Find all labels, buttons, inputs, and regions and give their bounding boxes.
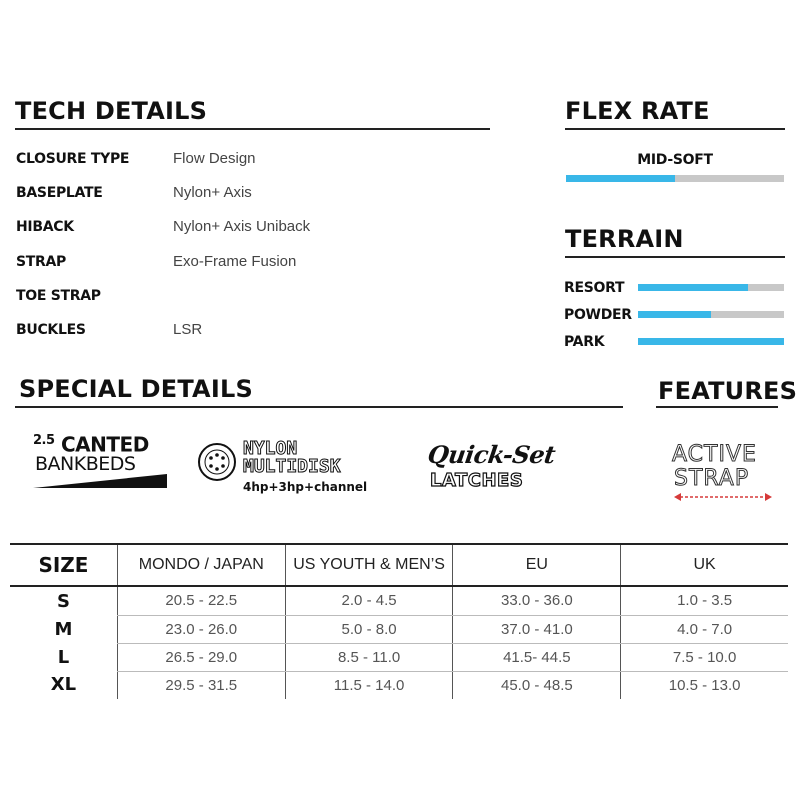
- flex-rate-bar-fill: [566, 175, 675, 182]
- double-arrow-icon: [674, 492, 772, 502]
- flex-rate-bar: [566, 175, 784, 182]
- special-details-rule: [15, 406, 623, 408]
- uk-cell: 1.0 - 3.5: [621, 586, 788, 615]
- size-header: SIZE: [10, 544, 117, 586]
- terrain-bar-resort: [638, 284, 784, 291]
- eu-cell: 37.0 - 41.0: [453, 615, 621, 643]
- tech-label-baseplate: BASEPLATE: [16, 185, 103, 201]
- special-details-title: SPECIAL DETAILS: [19, 375, 253, 403]
- active-strap-line2: STRAP: [674, 466, 750, 491]
- quickset-line2: LATCHES: [430, 470, 524, 491]
- features-rule: [656, 406, 778, 408]
- uk-cell: 10.5 - 13.0: [621, 671, 788, 699]
- us-cell: 2.0 - 4.5: [285, 586, 453, 615]
- canted-line2: BANKBEDS: [35, 453, 136, 475]
- multidisk-line2: MULTIDISK: [243, 456, 341, 477]
- canted-wedge-icon: [33, 474, 168, 490]
- size-cell: L: [57, 646, 70, 668]
- tech-details-title: TECH DETAILS: [15, 97, 208, 125]
- us-cell: 5.0 - 8.0: [285, 615, 453, 643]
- eu-cell: 45.0 - 48.5: [453, 671, 621, 699]
- eu-cell: 41.5- 44.5: [453, 643, 621, 671]
- tech-value-buckles: LSR: [173, 321, 203, 338]
- nylon-multidisk-logo: [197, 440, 387, 496]
- size-cell: XL: [50, 674, 77, 696]
- multidisk-line1: NYLON: [243, 438, 298, 459]
- multidisk-icon: [197, 442, 237, 482]
- active-strap-line1: ACTIVE: [672, 442, 757, 467]
- tech-label-closure: CLOSURE TYPE: [16, 151, 130, 167]
- us-youth-mens-header: US YOUTH & MEN’S: [285, 544, 453, 586]
- tech-value-strap: Exo-Frame Fusion: [173, 253, 297, 270]
- features-title: FEATURES: [658, 377, 798, 405]
- quick-set-latches-logo: [425, 440, 563, 496]
- table-row: [10, 615, 788, 643]
- terrain-label-powder: POWDER: [564, 307, 632, 323]
- mondo-cell: 29.5 - 31.5: [117, 671, 285, 699]
- terrain-label-park: PARK: [564, 334, 605, 350]
- tech-label-buckles: BUCKLES: [16, 322, 86, 338]
- mondo-cell: 23.0 - 26.0: [117, 615, 285, 643]
- us-cell: 8.5 - 11.0: [285, 643, 453, 671]
- eu-cell: 33.0 - 36.0: [453, 586, 621, 615]
- terrain-bar-powder-fill: [638, 311, 711, 318]
- canted-line1: CANTED: [61, 432, 149, 457]
- tech-value-baseplate: Nylon+ Axis: [173, 184, 252, 201]
- uk-header: UK: [621, 544, 788, 586]
- multidisk-line3: 4hp+3hp+channel: [243, 480, 368, 494]
- terrain-label-resort: RESORT: [564, 280, 625, 296]
- size-cell: S: [56, 590, 70, 612]
- quickset-line1: Quick-Set: [425, 440, 557, 469]
- mondo-cell: 26.5 - 29.0: [117, 643, 285, 671]
- tech-details-rule: [15, 128, 490, 130]
- uk-cell: 4.0 - 7.0: [621, 615, 788, 643]
- canted-sup: 2.5: [33, 433, 55, 448]
- tech-label-strap: STRAP: [16, 254, 67, 270]
- table-row: [10, 671, 788, 699]
- mondo-japan-header: MONDO / JAPAN: [117, 544, 285, 586]
- flex-rate-rule: [565, 128, 785, 130]
- table-row: [10, 643, 788, 671]
- size-table: [10, 543, 788, 699]
- flex-rate-title: FLEX RATE: [565, 97, 710, 125]
- us-cell: 11.5 - 14.0: [285, 671, 453, 699]
- terrain-title: TERRAIN: [565, 225, 684, 253]
- size-cell: M: [54, 618, 73, 640]
- terrain-rule: [565, 256, 785, 258]
- terrain-bar-resort-fill: [638, 284, 748, 291]
- tech-label-hiback: HIBACK: [16, 219, 74, 235]
- eu-header: EU: [453, 544, 621, 586]
- terrain-bar-powder: [638, 311, 784, 318]
- tech-value-hiback: Nylon+ Axis Uniback: [173, 218, 311, 235]
- tech-label-toe-strap: TOE STRAP: [16, 288, 101, 304]
- active-strap-logo: [672, 442, 777, 502]
- flex-rate-value-label: MID-SOFT: [637, 152, 713, 168]
- uk-cell: 7.5 - 10.0: [621, 643, 788, 671]
- table-row: [10, 586, 788, 615]
- mondo-cell: 20.5 - 22.5: [117, 586, 285, 615]
- tech-value-closure: Flow Design: [173, 150, 256, 167]
- canted-bankbeds-logo: [33, 430, 168, 490]
- terrain-bar-park: [638, 338, 784, 345]
- size-table-header-row: [10, 544, 788, 586]
- terrain-bar-park-fill: [638, 338, 784, 345]
